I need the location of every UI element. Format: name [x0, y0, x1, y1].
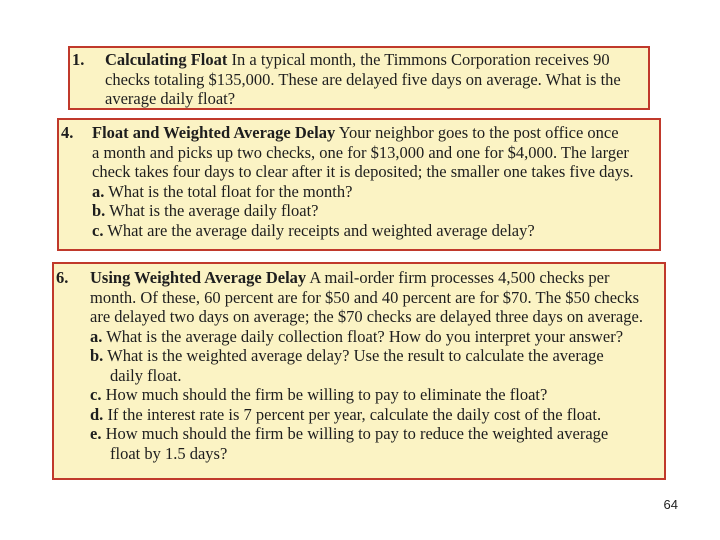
- problem-title: Float and Weighted Average Delay: [92, 123, 336, 142]
- problem-text-line: In a typical month, the Timmons Corporation receives 90: [231, 50, 610, 69]
- sub-question-text: What are the average daily receipts and weighted average delay?: [107, 220, 535, 240]
- problem-text-line: a month and picks up two checks, one for $13,000 and one for $4,000. The larger: [92, 142, 629, 162]
- problem-title: Using Weighted Average Delay: [90, 268, 307, 287]
- problem-4-box: [57, 118, 661, 251]
- problem-text-line: checks totaling $135,000. These are delayed five days on average. What is the: [105, 69, 621, 89]
- sub-question-text: What is the total float for the month?: [108, 181, 353, 201]
- problem-1-box: [68, 46, 650, 110]
- sub-question-label: a.: [92, 181, 105, 201]
- problem-number: 1.: [72, 50, 85, 69]
- problem-body: [105, 50, 621, 109]
- sub-question: [92, 201, 319, 220]
- sub-question-text: How much should the firm be willing to pay to eliminate the float?: [105, 385, 548, 404]
- sub-question-label: b.: [90, 346, 104, 365]
- sub-question: [92, 221, 535, 240]
- sub-question-text: How much should the firm be willing to pay to reduce the weighted average: [105, 424, 609, 443]
- problem-body: [90, 268, 643, 463]
- sub-question-label: c.: [90, 385, 102, 404]
- problem-number: 6.: [56, 268, 69, 287]
- sub-question-label: b.: [92, 201, 106, 220]
- sub-question-label: c.: [92, 220, 104, 240]
- page-number: 64: [663, 497, 678, 512]
- sub-question-label: e.: [90, 424, 102, 443]
- problem-text-line: A mail-order firm processes 4,500 checks per: [309, 268, 610, 287]
- sub-question-text: What is the average daily float?: [109, 201, 319, 220]
- problem-6-box: [52, 262, 666, 480]
- sub-question: [90, 424, 608, 443]
- sub-question: [90, 405, 601, 424]
- sub-question: [90, 385, 547, 404]
- sub-question-continuation: daily float.: [110, 365, 182, 385]
- problem-body: [92, 123, 634, 240]
- sub-question: [90, 327, 623, 346]
- sub-question-continuation: float by 1.5 days?: [110, 443, 228, 463]
- sub-question: [92, 182, 352, 201]
- problem-text-line: check takes four days to clear after it is deposited; the smaller one takes five days.: [92, 162, 634, 181]
- sub-question-label: a.: [90, 326, 103, 346]
- problem-text-line: average daily float?: [105, 89, 236, 108]
- problem-text-line: are delayed two days on average; the $70 checks are delayed three days on average.: [90, 307, 643, 326]
- problem-title: Calculating Float: [105, 50, 228, 69]
- sub-question-text: If the interest rate is 7 percent per year, calculate the daily cost of the float.: [107, 404, 602, 424]
- sub-question-text: What is the weighted average delay? Use the result to calculate the average: [107, 346, 604, 365]
- problem-text-line: Your neighbor goes to the post office once: [338, 123, 619, 142]
- sub-question-label: d.: [90, 404, 104, 424]
- problem-number: 4.: [61, 123, 74, 142]
- sub-question: [90, 346, 604, 365]
- problem-text-line: month. Of these, 60 percent are for $50 and 40 percent are for $70. The $50 checks: [90, 287, 640, 307]
- sub-question-text: What is the average daily collection float? How do you interpret your answer?: [106, 326, 624, 346]
